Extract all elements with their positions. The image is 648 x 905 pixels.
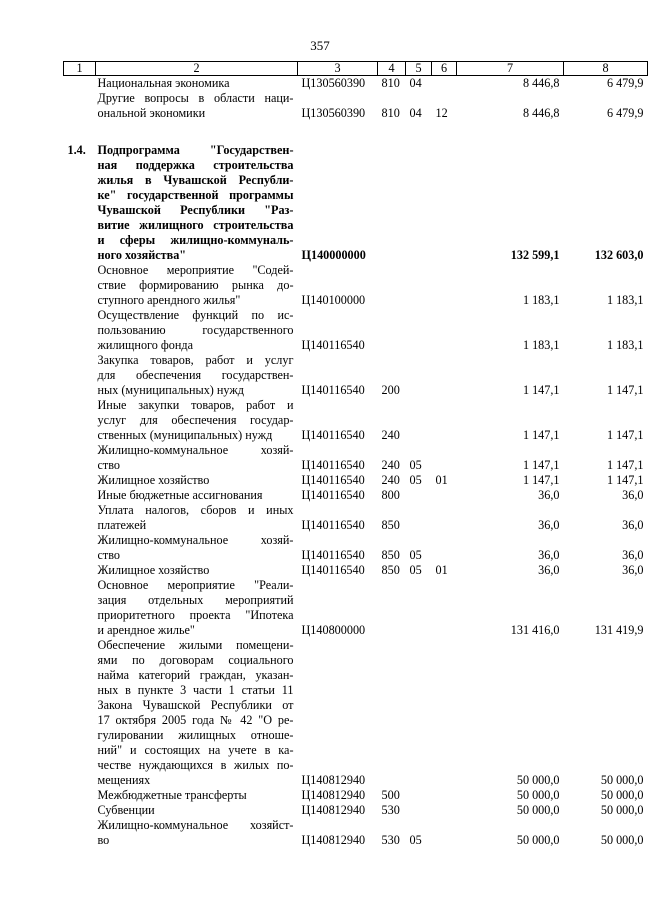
- section-code: 05: [409, 458, 422, 472]
- subsection-code: [432, 143, 457, 263]
- table-row: [64, 473, 648, 488]
- table-row: [64, 143, 648, 263]
- row-name: [96, 563, 298, 578]
- expense-type: 810: [381, 76, 400, 90]
- row-name: [96, 143, 298, 263]
- row-name: [96, 638, 298, 788]
- section-code: 05: [409, 563, 422, 577]
- row-number: [64, 788, 96, 803]
- row-name-line: Субвенции: [97, 803, 155, 817]
- amount-year2: 1 147,1: [606, 458, 644, 472]
- row-name-line: Жилищное хозяйство: [97, 473, 210, 487]
- table-row: [64, 803, 648, 818]
- row-name-line: ступного арендного жилья": [97, 293, 241, 307]
- expense-type: 240: [381, 458, 400, 472]
- expense-type: 800: [381, 488, 400, 502]
- row-number: [64, 818, 96, 848]
- row-number: [64, 443, 96, 473]
- page-number: 357: [310, 38, 330, 53]
- row-name-line: ных (муниципальных) нужд: [97, 383, 244, 397]
- header-cell: 3: [298, 62, 378, 76]
- expense-type: [378, 638, 406, 788]
- row-name-line: Закона Чувашской Республики от: [97, 698, 294, 712]
- row-name-line: Уплата налогов, сборов и иных: [97, 503, 294, 517]
- subsection-code: [432, 803, 457, 818]
- amount-year1: 36,0: [538, 518, 560, 532]
- amount-year1: 8 446,8: [522, 76, 560, 90]
- expense-type: [378, 578, 406, 638]
- amount-year1: 50 000,0: [516, 803, 560, 817]
- section-code: 05: [409, 548, 422, 562]
- section-code: [406, 788, 432, 803]
- expense-type: [378, 263, 406, 308]
- amount-year2: 1 147,1: [606, 428, 644, 442]
- amount-year2: 1 183,1: [606, 293, 644, 307]
- row-name-line: Жилищно-коммунальное хозяй-: [97, 443, 294, 457]
- subsection-code: [432, 503, 457, 533]
- row-name-line: Национальная экономика: [97, 76, 230, 90]
- expense-type: 850: [381, 563, 400, 577]
- table-row: [64, 263, 648, 308]
- row-name-line: Основное мероприятие "Реали-: [97, 578, 294, 592]
- row-name-line: Основное мероприятие "Содей-: [97, 263, 294, 277]
- target-code: Ц140116540: [301, 488, 365, 502]
- expense-type: [378, 308, 406, 353]
- section-code: 04: [409, 76, 422, 90]
- target-code: Ц140116540: [301, 548, 365, 562]
- table-row: [64, 488, 648, 503]
- row-name-line: Закупка товаров, работ и услуг: [97, 353, 294, 367]
- target-code: Ц140116540: [301, 428, 365, 442]
- header-cell: 7: [457, 62, 564, 76]
- target-code: Ц140116540: [301, 383, 365, 397]
- table-row: [64, 563, 648, 578]
- target-code: Ц140000000: [301, 248, 366, 262]
- row-name-line: ний" и состоящих на учете в ка-: [97, 743, 294, 757]
- row-name: [96, 443, 298, 473]
- target-code: Ц140116540: [301, 518, 365, 532]
- amount-year2: 36,0: [622, 563, 644, 577]
- row-number: [64, 91, 96, 121]
- amount-year2: 50 000,0: [600, 803, 644, 817]
- row-name-line: и сферы жилищно-коммуналь-: [97, 233, 294, 247]
- amount-year2: 1 147,1: [606, 383, 644, 397]
- row-name: [96, 353, 298, 398]
- amount-year1: 50 000,0: [516, 788, 560, 802]
- amount-year2: 6 479,9: [606, 106, 644, 120]
- subsection-code: [432, 488, 457, 503]
- row-name-line: честве нуждающихся в жилых по-: [97, 758, 294, 772]
- amount-year2: 6 479,9: [606, 76, 644, 90]
- target-code: Ц140116540: [301, 458, 365, 472]
- row-name-line: 17 октября 2005 года № 42 "О ре-: [97, 713, 294, 727]
- subsection-code: [432, 818, 457, 848]
- row-name-line: Межбюджетные трансферты: [97, 788, 247, 802]
- expense-type: 240: [381, 473, 400, 487]
- target-code: Ц140812940: [301, 833, 366, 847]
- expense-type: 240: [381, 428, 400, 442]
- section-code: [406, 143, 432, 263]
- budget-table: [63, 61, 648, 848]
- row-name: [96, 818, 298, 848]
- table-row: [64, 76, 648, 92]
- header-row: [64, 62, 648, 76]
- amount-year2: 1 147,1: [606, 473, 644, 487]
- row-name-line: жилищного фонда: [97, 338, 194, 352]
- amount-year2: 36,0: [622, 518, 644, 532]
- subsection-code: [432, 76, 457, 92]
- header-cell: 2: [96, 62, 298, 76]
- target-code: Ц140116540: [301, 473, 365, 487]
- row-number: [64, 308, 96, 353]
- row-number: [64, 503, 96, 533]
- target-code: Ц130560390: [301, 76, 366, 90]
- section-code: [406, 578, 432, 638]
- row-name: [96, 788, 298, 803]
- row-name: [96, 488, 298, 503]
- row-name-line: Жилищное хозяйство: [97, 563, 210, 577]
- section-code: [406, 398, 432, 443]
- amount-year1: 1 147,1: [522, 473, 560, 487]
- amount-year1: 36,0: [538, 563, 560, 577]
- header-cell: 1: [64, 62, 96, 76]
- table-row: [64, 308, 648, 353]
- row-name-line: витие жилищного строительства: [97, 218, 294, 232]
- target-code: Ц130560390: [301, 106, 366, 120]
- subsection-code: 12: [435, 106, 448, 120]
- section-code: 05: [409, 473, 422, 487]
- row-name-line: найма категорий граждан, указан-: [97, 668, 294, 682]
- table-row: [64, 818, 648, 848]
- row-name: [96, 263, 298, 308]
- row-number: [64, 353, 96, 398]
- row-number: [64, 263, 96, 308]
- table-row: [64, 578, 648, 638]
- amount-year2: 131 419,9: [594, 623, 644, 637]
- subsection-code: [432, 353, 457, 398]
- row-name: [96, 533, 298, 563]
- subsection-code: [432, 308, 457, 353]
- row-name-line: Иные бюджетные ассигнования: [97, 488, 263, 502]
- section-code: [406, 353, 432, 398]
- section-code: [406, 803, 432, 818]
- amount-year1: 1 147,1: [522, 383, 560, 397]
- row-name-line: ями по договорам социального: [97, 653, 294, 667]
- row-name: [96, 76, 298, 92]
- header-cell: 6: [432, 62, 457, 76]
- row-name-line: ство: [97, 548, 121, 562]
- section-code: [406, 488, 432, 503]
- subsection-code: [432, 533, 457, 563]
- row-name-line: ствие формированию рынка до-: [97, 278, 294, 292]
- row-name-line: ство: [97, 458, 121, 472]
- expense-type: [378, 143, 406, 263]
- subsection-code: 01: [435, 563, 448, 577]
- row-name: [96, 308, 298, 353]
- section-code: [406, 308, 432, 353]
- header-cell: 4: [378, 62, 406, 76]
- amount-year1: 50 000,0: [516, 833, 560, 847]
- row-name-line: Иные закупки товаров, работ и: [97, 398, 294, 412]
- row-name-line: платежей: [97, 518, 147, 532]
- row-name: [96, 578, 298, 638]
- subsection-code: [432, 578, 457, 638]
- amount-year2: 1 183,1: [606, 338, 644, 352]
- row-number: [64, 473, 96, 488]
- row-name-line: для обеспечения государствен-: [97, 368, 294, 382]
- row-number: [64, 533, 96, 563]
- amount-year2: 50 000,0: [600, 788, 644, 802]
- target-code: Ц140812940: [301, 803, 366, 817]
- amount-year1: 1 147,1: [522, 428, 560, 442]
- table-row: [64, 398, 648, 443]
- row-number: [64, 638, 96, 788]
- amount-year1: 8 446,8: [522, 106, 560, 120]
- row-name-line: Жилищно-коммунальное хозяйст-: [97, 818, 294, 832]
- amount-year1: 1 183,1: [522, 338, 560, 352]
- row-name-line: услуг для обеспечения государ-: [97, 413, 294, 427]
- expense-type: 500: [381, 788, 400, 802]
- spacer-row: [64, 121, 648, 143]
- row-number: [64, 803, 96, 818]
- row-name-line: пользованию государственного: [97, 323, 294, 337]
- header-cell: 8: [564, 62, 648, 76]
- target-code: Ц140116540: [301, 563, 365, 577]
- row-name-line: ональной экономики: [97, 106, 206, 120]
- section-code: [406, 638, 432, 788]
- row-name-line: ных в пункте 3 части 1 статьи 11: [97, 683, 294, 697]
- row-name-line: приоритетного проекта "Ипотека: [97, 608, 294, 622]
- row-name-line: и арендное жилье": [97, 623, 195, 637]
- target-code: Ц140800000: [301, 623, 366, 637]
- table-row: [64, 533, 648, 563]
- row-name-line: гулировании жилищных отноше-: [97, 728, 294, 742]
- row-number: [64, 398, 96, 443]
- expense-type: 530: [381, 803, 400, 817]
- row-name-line: ная поддержка строительства: [97, 158, 294, 172]
- row-name-line: ке" государственной программы: [97, 188, 294, 202]
- amount-year1: 131 416,0: [510, 623, 560, 637]
- row-name: [96, 91, 298, 121]
- target-code: Ц140116540: [301, 338, 365, 352]
- subsection-code: 01: [435, 473, 448, 487]
- row-name-line: ного хозяйства": [97, 248, 187, 262]
- amount-year2: 50 000,0: [600, 833, 644, 847]
- expense-type: 850: [381, 518, 400, 532]
- amount-year1: 36,0: [538, 488, 560, 502]
- table-row: [64, 788, 648, 803]
- section-code: 05: [409, 833, 422, 847]
- row-number: [64, 563, 96, 578]
- expense-type: 200: [381, 383, 400, 397]
- amount-year1: 50 000,0: [516, 773, 560, 787]
- target-code: Ц140100000: [301, 293, 366, 307]
- expense-type: 850: [381, 548, 400, 562]
- row-name: [96, 803, 298, 818]
- expense-type: 530: [381, 833, 400, 847]
- expense-type: 810: [381, 106, 400, 120]
- row-number: [64, 76, 96, 92]
- row-name: [96, 398, 298, 443]
- row-number: 1.4.: [67, 143, 86, 157]
- row-name-line: Другие вопросы в области наци-: [97, 91, 294, 105]
- amount-year1: 1 147,1: [522, 458, 560, 472]
- row-name-line: ственных (муниципальных) нужд: [97, 428, 273, 442]
- row-name-line: Жилищно-коммунальное хозяй-: [97, 533, 294, 547]
- amount-year2: 50 000,0: [600, 773, 644, 787]
- subsection-code: [432, 788, 457, 803]
- amount-year1: 132 599,1: [510, 248, 560, 262]
- row-name-line: мещениях: [97, 773, 151, 787]
- subsection-code: [432, 443, 457, 473]
- table-row: [64, 353, 648, 398]
- row-name-line: Осуществление функций по ис-: [97, 308, 294, 322]
- row-name-line: Обеспечение жилыми помещени-: [97, 638, 294, 652]
- row-name: [96, 503, 298, 533]
- table-row: [64, 443, 648, 473]
- target-code: Ц140812940: [301, 773, 366, 787]
- row-number: [64, 488, 96, 503]
- header-cell: 5: [406, 62, 432, 76]
- row-number: [64, 578, 96, 638]
- subsection-code: [432, 398, 457, 443]
- row-name-line: Чувашской Республики "Раз-: [97, 203, 294, 217]
- section-code: [406, 263, 432, 308]
- section-code: [406, 503, 432, 533]
- row-name-line: зация отдельных мероприятий: [97, 593, 294, 607]
- table-row: [64, 91, 648, 121]
- amount-year2: 36,0: [622, 488, 644, 502]
- target-code: Ц140812940: [301, 788, 366, 802]
- amount-year1: 36,0: [538, 548, 560, 562]
- row-name-line: Подпрограмма "Государствен-: [97, 143, 294, 157]
- amount-year2: 36,0: [622, 548, 644, 562]
- amount-year2: 132 603,0: [594, 248, 644, 262]
- subsection-code: [432, 638, 457, 788]
- table-row: [64, 503, 648, 533]
- row-name: [96, 473, 298, 488]
- amount-year1: 1 183,1: [522, 293, 560, 307]
- row-name-line: во: [97, 833, 110, 847]
- row-name-line: жилья в Чувашской Республи-: [97, 173, 294, 187]
- section-code: 04: [409, 106, 422, 120]
- subsection-code: [432, 263, 457, 308]
- table-row: [64, 638, 648, 788]
